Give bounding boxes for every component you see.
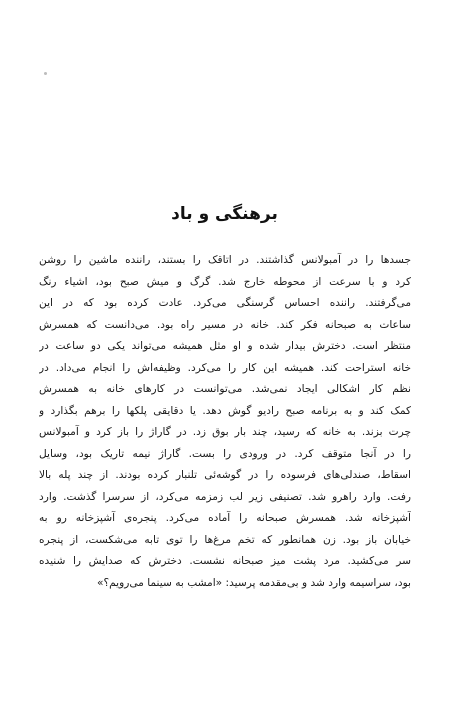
text-line: خیابان باز بود. زن همانطور که تخم مرغ‌ها را توی تابه می‌شکست، از پنجره — [39, 533, 411, 546]
text-line: سر می‌کشید. مرد پشت میز صبحانه نشست. دخترش که صدایش را شنیده — [39, 555, 411, 567]
text-line: نظم کار اشکالی ایجاد نمی‌شد. می‌توانست در کارهای خانه به همسرش — [39, 383, 411, 395]
text-line: ساعات به صبحانه فکر کند. خانه در مسیر راه بود. می‌دانست که همسرش — [39, 318, 411, 331]
page-speck — [44, 72, 47, 75]
body-paragraph — [39, 250, 411, 594]
text-line: جسدها را در آمبولانس گذاشتند. در اتاقک را بستند، راننده ماشین را روشن — [39, 254, 411, 266]
text-line: آشپزخانه شد. همسرش صبحانه را آماده می‌کرد. پنجره‌ی آشپزخانه رو به — [39, 512, 411, 524]
text-line: خانه استراحت کند. همیشه این کار را می‌کرد. وظیفه‌اش را انجام می‌داد. در — [39, 361, 411, 374]
text-line: چرت بزند. به خانه که رسید، چند بار بوق زد. در گاراژ را باز کرد و آمبولانس — [39, 426, 411, 438]
text-line: منتظر است. دخترش بیدار شده و او مثل همیشه می‌تواند یکی دو ساعت در — [39, 340, 411, 352]
text-line: را در آنجا متوقف کرد. در ورودی را بست. گاراژ نیمه تاریک بود، وسایل — [39, 447, 411, 460]
text-line: می‌گرفتند. راننده احساس گرسنگی می‌کرد. عادت کرده بود که در این — [39, 297, 411, 309]
text-line: کمک کند و به برنامه صبح رادیو گوش دهد. یا دقایقی پلکها را برهم بگذارد و — [39, 404, 411, 417]
text-line: کرد و با سرعت از محوطه خارج شد. گرگ و میش صبح بود، اشیاء رنگ — [39, 275, 411, 288]
text-line: بود، سراسیمه وارد شد و بی‌مقدمه پرسید: «امشب به سینما می‌رویم؟» — [97, 576, 411, 589]
text-line: رفت. وارد راهرو شد. تصنیفی زیر لب زمزمه می‌کرد، از سرسرا گذشت. وارد — [39, 490, 411, 503]
chapter-title: برهنگی و باد — [171, 204, 278, 224]
text-line: اسقاط، صندلی‌های فرسوده را در گوشه‌ئی تلنبار کرده بودند. از چند پله بالا — [39, 469, 411, 481]
